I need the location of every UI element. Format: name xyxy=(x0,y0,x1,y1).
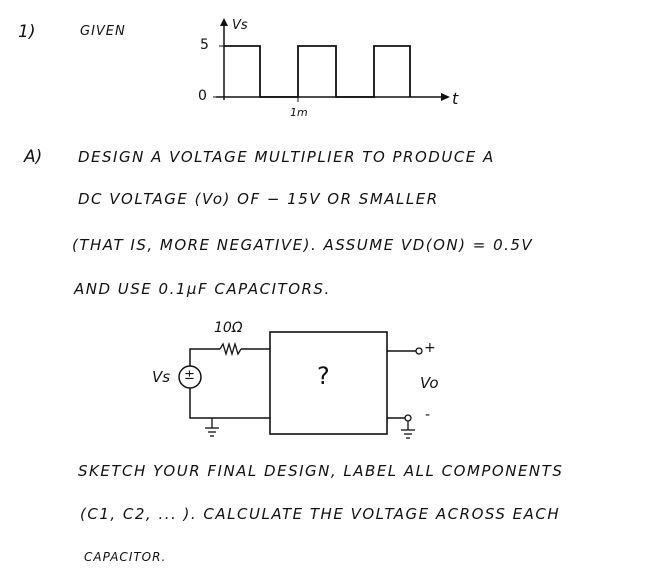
output-terminal-plus xyxy=(416,348,422,354)
resistor-10ohm xyxy=(220,344,241,354)
box-label: ? xyxy=(317,362,330,390)
text-line-3: (THAT IS, MORE NEGATIVE). ASSUME VD(ON) = 0.5V xyxy=(72,236,534,254)
x-axis-arrow xyxy=(441,93,450,101)
graph-y-tick-5: 5 xyxy=(200,37,209,53)
wire-source-bottom xyxy=(190,388,270,418)
problem-number: 1) xyxy=(18,22,36,42)
output-label: Vo xyxy=(420,374,439,392)
text-line-5: SKETCH YOUR FINAL DESIGN, LABEL ALL COMPONENTS xyxy=(78,462,564,480)
resistor-label: 10Ω xyxy=(214,320,243,336)
graph-y-label: Vs xyxy=(232,18,248,33)
y-axis-arrow xyxy=(220,18,228,26)
text-line-6: (C1, C2, ... ). CALCULATE THE VOLTAGE ACROSS EACH xyxy=(80,505,561,523)
text-line-7: CAPACITOR. xyxy=(84,550,167,564)
text-line-4: AND USE 0.1µF CAPACITORS. xyxy=(74,280,331,298)
graph-x-label: t xyxy=(452,89,459,108)
output-minus-label: - xyxy=(425,407,431,423)
graph-y-zero: 0 xyxy=(198,88,207,104)
wire-source-top xyxy=(190,349,220,366)
graph-x-tick-1m: 1m xyxy=(290,106,308,119)
part-label: A) xyxy=(24,147,43,167)
text-line-2: DC VOLTAGE (Vo) OF − 15V OR SMALLER xyxy=(78,190,439,208)
output-terminal-minus xyxy=(405,415,411,421)
text-line-1: DESIGN A VOLTAGE MULTIPLIER TO PRODUCE A xyxy=(78,148,495,166)
square-wave-trace xyxy=(224,46,410,97)
source-sign: ± xyxy=(184,368,195,383)
given-label: GIVEN xyxy=(80,24,126,39)
output-plus-label: + xyxy=(424,340,436,356)
source-label: Vs xyxy=(152,368,171,386)
